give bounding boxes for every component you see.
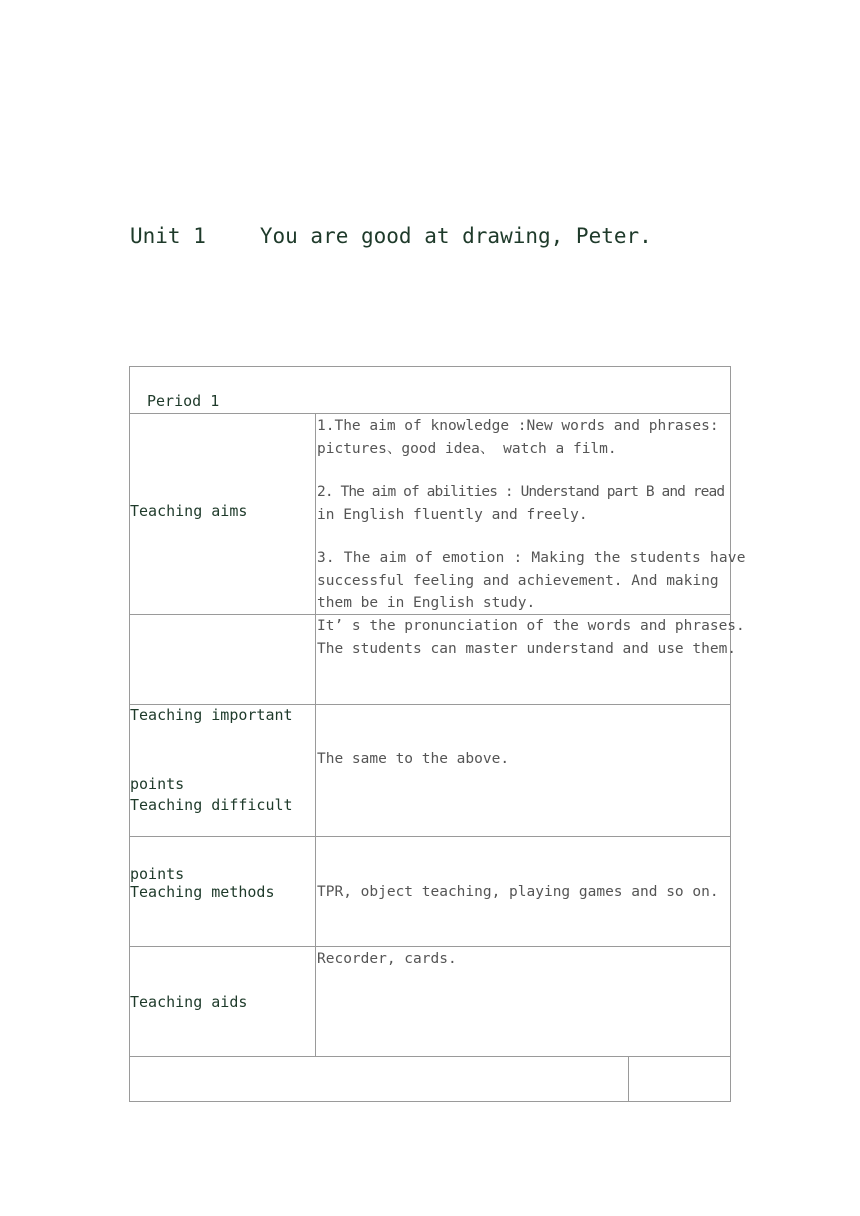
label-line: Teaching important	[130, 706, 293, 724]
teaching-difficult-points-content: The same to the above.	[317, 751, 510, 767]
label-line: points	[130, 865, 185, 883]
teaching-important-points-content	[317, 615, 745, 660]
period-label: Period 1	[147, 392, 220, 410]
aim-line: in English fluently and freely.	[317, 506, 588, 523]
teaching-aids-label: Teaching aids	[130, 993, 248, 1011]
unit-title-text: You are good at drawing, Peter.	[259, 224, 652, 248]
column-divider	[628, 1056, 629, 1102]
row-divider	[129, 1056, 731, 1057]
content-line: It’ s the pronunciation of the words and phrases.	[317, 618, 745, 634]
aim-line: 3. The aim of emotion : Making the students have	[317, 550, 746, 566]
column-divider	[315, 413, 316, 1056]
aim-line: successful feeling and achievement. And making	[317, 572, 719, 589]
aim-line: pictures、good idea、 watch a film.	[317, 440, 617, 457]
unit-number: Unit 1	[130, 224, 206, 248]
document-title	[130, 224, 652, 248]
label-line: points	[130, 775, 185, 793]
row-divider	[129, 946, 731, 947]
teaching-aids-content: Recorder, cards.	[317, 951, 457, 967]
row-divider	[129, 413, 731, 414]
aim-line: them be in English study.	[317, 595, 536, 611]
teaching-aims-label: Teaching aims	[130, 502, 248, 520]
teaching-methods-label: Teaching methods	[130, 883, 275, 901]
aim-line: 2. The aim of abilities : Understand part B and read	[317, 484, 725, 500]
content-line: The students can master understand and use them.	[317, 640, 737, 657]
aim-line: 1.The aim of knowledge :New words and phrases:	[317, 418, 719, 434]
teaching-aims-content	[317, 415, 746, 615]
label-line: Teaching difficult	[130, 796, 293, 814]
teaching-methods-content: TPR, object teaching, playing games and so on.	[317, 884, 719, 900]
